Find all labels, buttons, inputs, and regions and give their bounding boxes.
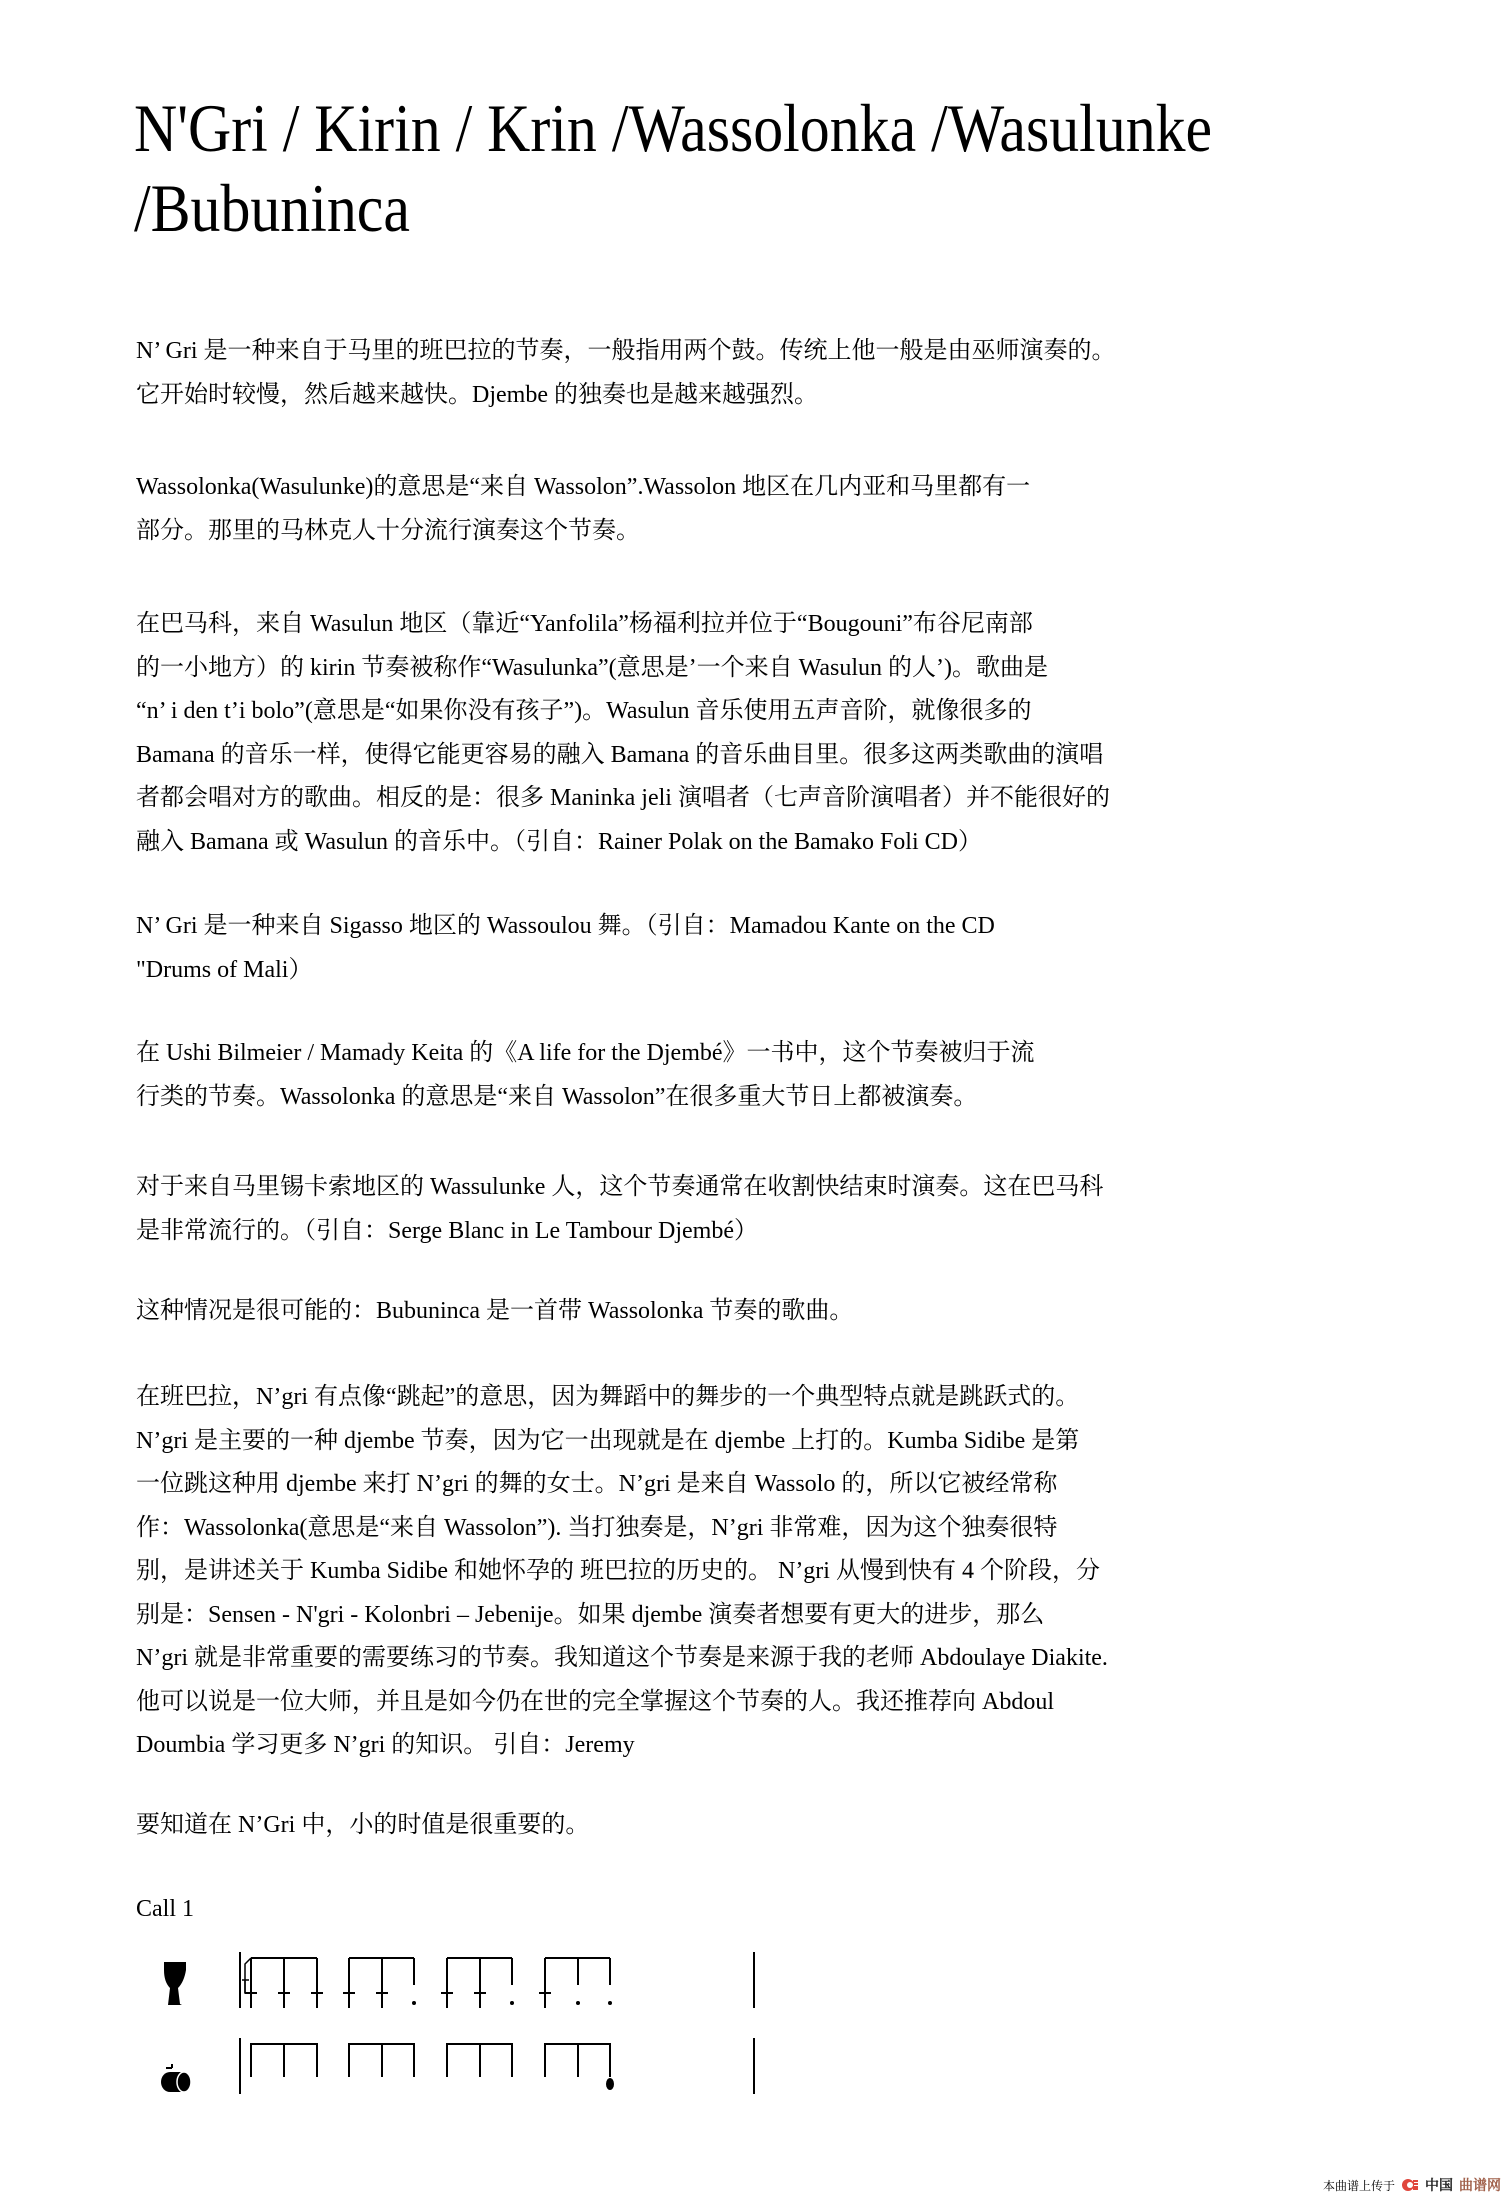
text-line: 行类的节奏。Wassolonka 的意思是“来自 Wassolon”在很多重大节日上都被演奏。	[136, 1083, 978, 1110]
text-line: "Drums of Mali）	[136, 956, 313, 983]
text-line: 别，是讲述关于 Kumba Sidibe 和她怀孕的 班巴拉的历史的。 N’gri 从慢到快有 4 个阶段，分	[136, 1558, 1100, 1584]
text-line: 在巴马科，来自 Wasulun 地区（靠近“Yanfolila”杨福利拉并位于“Bougouni”布谷尼南部	[136, 611, 1033, 637]
title-line-2: /Bubuninca	[134, 170, 410, 246]
title-line-1: N'Gri / Kirin / Krin /Wassolonka /Wasulunke	[134, 90, 1213, 166]
text-line: 是非常流行的。（引自：Serge Blanc in Le Tambour Djembé）	[136, 1217, 759, 1244]
djembe-staff	[240, 1952, 754, 2008]
text-line: 一位跳这种用 djembe 来打 N’gri 的舞的女士。N’gri 是来自 Wassolo 的，所以它被经常称	[136, 1471, 1058, 1497]
text-line: N’gri 是主要的一种 djembe 节奏，因为它一出现就是在 djembe 上打的。Kumba Sidibe 是第	[136, 1427, 1080, 1454]
text-line: N’ Gri 是一种来自于马里的班巴拉的节奏，一般指用两个鼓。传统上他一般是由巫师演奏的。	[136, 338, 1116, 364]
text-line: “n’ i den t’i bolo”(意思是“如果你没有孩子”)。Wasulun 音乐使用五声音阶，就像很多的	[136, 698, 1032, 724]
dundun-staff	[240, 2038, 754, 2094]
dundun-icon	[161, 2064, 191, 2092]
uploaded-label: 本曲谱上传于	[1322, 2178, 1395, 2193]
text-line: 他可以说是一位大师，并且是如今仍在世的完全掌握这个节奏的人。我还推荐向 Abdoul	[136, 1688, 1054, 1715]
djembe-icon	[164, 1962, 186, 2005]
rest-dots	[412, 2001, 612, 2005]
text-line: Bamana 的音乐一样，使得它能更容易的融入 Bamana 的音乐曲目里。很多这两类歌曲的演唱	[136, 741, 1104, 768]
text-line: 在班巴拉，N’gri 有点像“跳起”的意思，因为舞蹈中的舞步的一个典型特点就是跳跃式的。	[136, 1384, 1080, 1410]
brand-name-b: 曲谱网	[1459, 2178, 1501, 2194]
text-line: 融入 Bamana 或 Wasulun 的音乐中。（引自：Rainer Polak on the Bamako Foli CD）	[136, 828, 982, 855]
text-line: N’gri 就是非常重要的需要练习的节奏。我知道这个节奏是来源于我的老师 Abdoulaye Diakite.	[136, 1645, 1108, 1671]
bell-note	[606, 2078, 614, 2090]
text-line: 对于来自马里锡卡索地区的 Wassulunke 人，这个节奏通常在收割快结束时演奏。这在巴马科	[136, 1174, 1104, 1200]
text-line: 者都会唱对方的歌曲。相反的是：很多 Maninka jeli 演唱者（七声音阶演唱者）并不能很好的	[136, 785, 1110, 811]
text-line: 这种情况是很可能的：Bubuninca 是一首带 Wassolonka 节奏的歌曲。	[136, 1298, 854, 1324]
text-line: 部分。那里的马林克人十分流行演奏这个节奏。	[136, 517, 640, 544]
text-line: Wassolonka(Wasulunke)的意思是“来自 Wassolon”.Wassolon 地区在几内亚和马里都有一	[136, 474, 1031, 500]
text-line: Doumbia 学习更多 N’gri 的知识。 引自：Jeremy	[136, 1732, 635, 1758]
text-line: 要知道在 N’Gri 中，小的时值是很重要的。	[136, 1812, 590, 1838]
text-line: 作：Wassolonka(意思是“来自 Wassolon”). 当打独奏是，N’gri 非常难，因为这个独奏很特	[136, 1514, 1058, 1541]
text-line: N’ Gri 是一种来自 Sigasso 地区的 Wassoulou 舞。（引自：Mamadou Kante on the CD	[136, 913, 995, 939]
footer-watermark	[1323, 2175, 1501, 2195]
text-line: 在 Ushi Bilmeier / Mamady Keita 的《A life for the Djembé》一书中，这个节奏被归于流	[136, 1040, 1035, 1066]
site-logo-icon	[1401, 2178, 1419, 2192]
text-line: 别是：Sensen - N'gri - Kolonbri – Jebenije。如果 djembe 演奏者想要有更大的进步，那么	[136, 1601, 1045, 1628]
brand-name-a: 中国	[1425, 2178, 1453, 2194]
text-line: 它开始时较慢，然后越来越快。Djembe 的独奏也是越来越强烈。	[136, 381, 818, 408]
text-line: 的一小地方）的 kirin 节奏被称作“Wasulunka”(意思是’一个来自 Wasulun 的人’)。歌曲是	[136, 654, 1049, 681]
call-label: Call 1	[136, 1896, 194, 1922]
